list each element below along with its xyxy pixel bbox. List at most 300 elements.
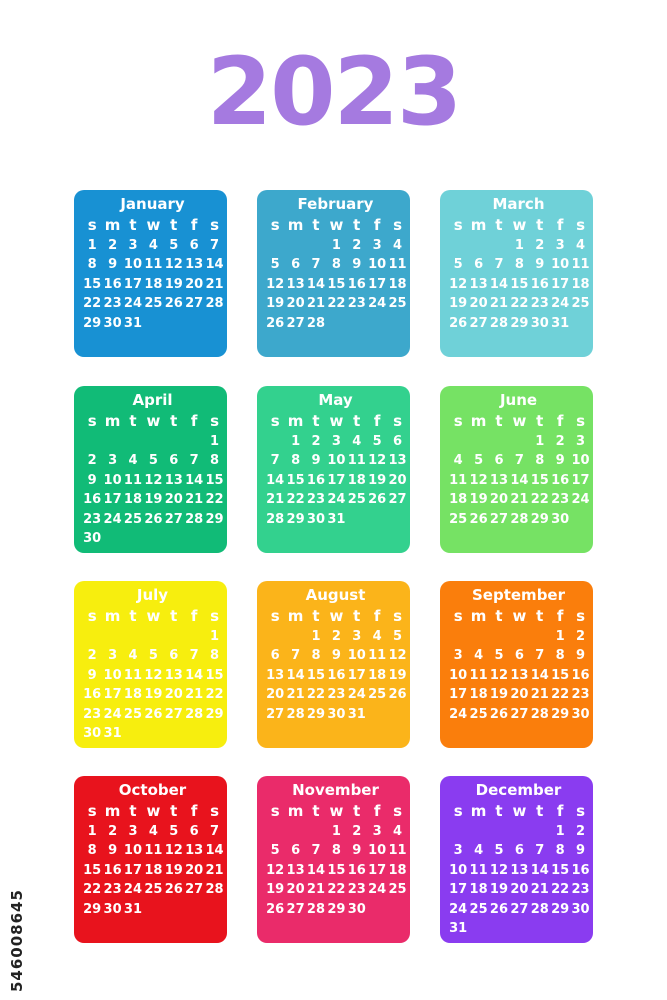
day-number: 31 [551, 315, 570, 331]
empty-day-cell [164, 432, 184, 452]
day-number: 30 [551, 511, 570, 527]
day-number: 25 [123, 511, 143, 527]
weekday-label: m [470, 607, 487, 625]
day-number: 25 [144, 296, 163, 311]
day-number: 11 [571, 257, 590, 272]
day-number: 16 [347, 276, 366, 292]
month-day-grid [448, 802, 589, 939]
weekday-label: f [373, 412, 381, 430]
day-number: 30 [347, 901, 366, 917]
weekday-label: f [190, 607, 198, 625]
weekday-label: f [556, 802, 564, 820]
day-number: 1 [311, 628, 321, 644]
day-number: 29 [510, 315, 529, 331]
day-number: 4 [128, 648, 138, 663]
empty-day-cell [184, 432, 204, 452]
day-number: 29 [83, 901, 102, 917]
day-number: 12 [144, 667, 163, 683]
day-number: 8 [311, 648, 321, 663]
day-number: 20 [510, 687, 529, 702]
day-number: 25 [368, 687, 387, 702]
day-number: 17 [571, 472, 590, 488]
day-number: 1 [514, 237, 524, 253]
day-number: 5 [393, 628, 403, 644]
day-number: 6 [514, 843, 524, 858]
day-number: 28 [185, 511, 204, 527]
day-number: 17 [368, 276, 387, 292]
day-number: 29 [205, 706, 224, 722]
weekday-label: w [329, 216, 344, 234]
day-number: 14 [185, 472, 204, 488]
day-number: 3 [331, 433, 341, 449]
month-name: September [472, 586, 565, 604]
day-number: 29 [530, 511, 549, 527]
day-number: 2 [535, 237, 545, 253]
day-number: 9 [108, 843, 118, 858]
day-number: 12 [449, 276, 468, 292]
month-card-june [440, 386, 593, 553]
day-number: 6 [514, 648, 524, 663]
day-number: 30 [327, 706, 346, 722]
weekday-label: w [146, 607, 161, 625]
day-number: 9 [352, 843, 362, 858]
day-number: 27 [286, 315, 305, 331]
weekday-label: s [453, 802, 463, 820]
day-number: 15 [286, 472, 305, 488]
weekday-label: w [512, 216, 527, 234]
day-number: 1 [331, 823, 341, 839]
weekday-label: w [146, 412, 161, 430]
day-number: 18 [571, 276, 590, 292]
day-number: 8 [555, 648, 565, 663]
weekday-label: t [495, 216, 503, 234]
day-number: 26 [266, 315, 285, 331]
day-number: 9 [535, 257, 545, 272]
day-number: 25 [388, 296, 407, 311]
day-number: 17 [123, 862, 143, 878]
day-number: 15 [327, 276, 346, 292]
day-number: 4 [128, 453, 138, 468]
day-number: 17 [551, 276, 570, 292]
day-number: 28 [205, 882, 224, 897]
day-number: 15 [83, 276, 102, 292]
day-number: 21 [530, 687, 549, 702]
weekday-label: s [270, 216, 280, 234]
day-number: 5 [372, 433, 382, 449]
day-number: 7 [189, 453, 199, 468]
day-number: 6 [494, 453, 504, 468]
weekday-label: s [453, 216, 463, 234]
day-number: 5 [494, 843, 504, 858]
day-number: 23 [103, 882, 122, 897]
day-number: 18 [449, 492, 468, 507]
day-number: 27 [286, 901, 305, 917]
day-number: 15 [205, 472, 224, 488]
day-number: 8 [87, 843, 97, 858]
month-card-may [257, 386, 410, 553]
month-name: June [499, 391, 538, 409]
weekday-label: t [129, 216, 137, 234]
day-number: 26 [489, 901, 509, 917]
weekday-label: t [129, 607, 137, 625]
day-number: 4 [453, 453, 463, 468]
day-number: 5 [169, 823, 179, 839]
weekday-label: t [312, 607, 320, 625]
day-number: 10 [449, 667, 468, 683]
day-number: 21 [306, 296, 326, 311]
day-number: 15 [551, 862, 570, 878]
day-number: 22 [530, 492, 549, 507]
day-number: 26 [489, 706, 509, 722]
empty-day-cell [123, 432, 143, 452]
day-number: 3 [372, 823, 382, 839]
day-number: 18 [469, 687, 488, 702]
day-number: 22 [205, 687, 224, 702]
day-number: 14 [489, 276, 509, 292]
day-number: 15 [83, 862, 102, 878]
empty-day-cell [468, 236, 488, 256]
month-name: January [120, 195, 185, 213]
day-number: 21 [286, 687, 305, 702]
weekday-label: t [353, 802, 361, 820]
weekday-label: s [393, 607, 402, 625]
weekday-label: s [270, 412, 280, 430]
month-day-grid [82, 802, 223, 919]
day-number: 24 [103, 511, 122, 527]
day-number: 16 [347, 862, 366, 878]
day-number: 17 [327, 472, 346, 488]
day-number: 15 [306, 667, 326, 683]
day-number: 12 [164, 843, 183, 858]
day-number: 24 [327, 492, 346, 507]
day-number: 26 [368, 492, 387, 507]
day-number: 23 [551, 492, 570, 507]
day-number: 18 [347, 472, 366, 488]
month-name: November [292, 781, 379, 799]
weekday-label: s [270, 802, 280, 820]
day-number: 19 [266, 882, 285, 897]
month-card-october [74, 776, 227, 943]
day-number: 10 [347, 648, 366, 663]
day-number: 9 [331, 648, 341, 663]
day-number: 2 [87, 648, 97, 663]
weekday-label: w [512, 412, 527, 430]
day-number: 20 [469, 296, 488, 311]
day-number: 29 [83, 315, 102, 331]
stock-id-watermark: 546008645 [8, 889, 26, 992]
day-number: 29 [551, 901, 570, 917]
weekday-label: f [373, 216, 381, 234]
day-number: 2 [555, 433, 565, 449]
day-number: 10 [123, 843, 143, 858]
day-number: 2 [87, 453, 97, 468]
weekday-label: w [329, 802, 344, 820]
day-number: 4 [372, 628, 382, 644]
weekday-label: s [576, 216, 585, 234]
day-number: 23 [571, 687, 590, 702]
month-card-march [440, 190, 593, 357]
month-card-february [257, 190, 410, 357]
day-number: 10 [327, 453, 346, 468]
day-number: 8 [331, 257, 341, 272]
day-number: 29 [286, 511, 305, 527]
day-number: 6 [291, 843, 301, 858]
day-number: 7 [210, 237, 220, 253]
day-number: 4 [148, 237, 158, 253]
day-number: 11 [347, 453, 366, 468]
empty-day-cell [448, 236, 468, 256]
day-number: 17 [449, 882, 468, 897]
day-number: 1 [210, 628, 220, 644]
month-day-grid [448, 607, 589, 724]
day-number: 2 [108, 823, 118, 839]
month-card-january [74, 190, 227, 357]
day-number: 15 [327, 862, 346, 878]
day-number: 9 [555, 453, 565, 468]
day-number: 11 [469, 862, 488, 878]
day-number: 13 [388, 453, 407, 468]
empty-day-cell [530, 822, 550, 842]
day-number: 26 [449, 315, 468, 331]
day-number: 5 [494, 648, 504, 663]
day-number: 20 [164, 687, 183, 702]
day-number: 14 [185, 667, 204, 683]
day-number: 3 [128, 237, 138, 253]
day-number: 13 [266, 667, 285, 683]
day-number: 28 [266, 511, 285, 527]
day-number: 7 [311, 257, 321, 272]
day-number: 12 [164, 257, 183, 272]
day-number: 24 [123, 296, 143, 311]
day-number: 11 [123, 472, 143, 488]
day-number: 22 [551, 687, 570, 702]
day-number: 31 [347, 706, 366, 722]
weekday-label: m [287, 216, 304, 234]
weekday-label: f [556, 216, 564, 234]
day-number: 1 [87, 823, 97, 839]
day-number: 10 [368, 843, 387, 858]
day-number: 27 [185, 296, 204, 311]
day-number: 16 [103, 276, 122, 292]
day-number: 3 [108, 648, 118, 663]
day-number: 23 [83, 511, 102, 527]
day-number: 20 [286, 296, 305, 311]
empty-day-cell [306, 236, 326, 256]
day-number: 26 [164, 882, 183, 897]
day-number: 2 [352, 823, 362, 839]
day-number: 13 [185, 843, 204, 858]
day-number: 28 [489, 315, 509, 331]
day-number: 3 [372, 237, 382, 253]
weekday-label: m [470, 802, 487, 820]
day-number: 30 [103, 315, 122, 331]
month-name: October [118, 781, 187, 799]
day-number: 23 [83, 706, 102, 722]
month-day-grid [265, 607, 406, 724]
day-number: 11 [388, 843, 407, 858]
empty-day-cell [489, 822, 509, 842]
empty-day-cell [448, 822, 468, 842]
month-name: July [136, 586, 169, 604]
day-number: 12 [144, 472, 163, 488]
day-number: 10 [368, 257, 387, 272]
empty-day-cell [468, 822, 488, 842]
day-number: 27 [164, 706, 183, 722]
month-card-december [440, 776, 593, 943]
day-number: 23 [530, 296, 549, 311]
weekday-label: m [287, 802, 304, 820]
day-number: 12 [266, 862, 285, 878]
day-number: 16 [327, 667, 346, 683]
day-number: 22 [327, 882, 346, 897]
day-number: 19 [164, 862, 183, 878]
day-number: 1 [555, 823, 565, 839]
day-number: 9 [576, 843, 586, 858]
day-number: 14 [205, 843, 224, 858]
day-number: 21 [185, 492, 204, 507]
weekday-label: m [104, 607, 121, 625]
weekday-label: t [536, 216, 544, 234]
day-number: 23 [347, 882, 366, 897]
empty-day-cell [448, 432, 468, 452]
weekday-label: t [353, 607, 361, 625]
day-number: 8 [291, 453, 301, 468]
day-number: 6 [291, 257, 301, 272]
month-day-grid [448, 412, 589, 529]
month-name: August [305, 586, 366, 604]
day-number: 14 [306, 862, 326, 878]
day-number: 19 [368, 472, 387, 488]
day-number: 2 [108, 237, 118, 253]
day-number: 9 [87, 472, 97, 488]
day-number: 20 [510, 882, 529, 897]
empty-day-cell [489, 432, 509, 452]
weekday-label: t [536, 802, 544, 820]
weekday-label: t [536, 412, 544, 430]
day-number: 26 [388, 687, 407, 702]
day-number: 19 [266, 296, 285, 311]
day-number: 5 [453, 257, 463, 272]
weekday-label: s [393, 802, 402, 820]
empty-day-cell [265, 822, 285, 842]
day-number: 22 [83, 882, 102, 897]
empty-day-cell [102, 432, 122, 452]
empty-day-cell [143, 627, 163, 647]
day-number: 20 [185, 862, 204, 878]
day-number: 4 [393, 237, 403, 253]
day-number: 17 [449, 687, 468, 702]
weekday-label: s [393, 412, 402, 430]
weekday-label: f [190, 802, 198, 820]
day-number: 8 [555, 843, 565, 858]
day-number: 27 [510, 706, 529, 722]
day-number: 20 [185, 276, 204, 292]
month-name: February [297, 195, 374, 213]
day-number: 2 [331, 628, 341, 644]
day-number: 24 [368, 882, 387, 897]
day-number: 5 [148, 453, 158, 468]
day-number: 26 [266, 901, 285, 917]
weekday-label: w [329, 607, 344, 625]
day-number: 3 [555, 237, 565, 253]
day-number: 5 [169, 237, 179, 253]
empty-day-cell [489, 627, 509, 647]
weekday-label: m [104, 412, 121, 430]
day-number: 3 [453, 843, 463, 858]
day-number: 30 [571, 706, 590, 722]
day-number: 5 [270, 257, 280, 272]
day-number: 7 [210, 823, 220, 839]
day-number: 28 [205, 296, 224, 311]
month-name: April [132, 391, 173, 409]
day-number: 13 [164, 472, 183, 488]
day-number: 22 [327, 296, 346, 311]
day-number: 23 [103, 296, 122, 311]
weekday-label: m [104, 802, 121, 820]
day-number: 7 [494, 257, 504, 272]
day-number: 18 [144, 862, 163, 878]
day-number: 18 [388, 862, 407, 878]
day-number: 16 [306, 472, 326, 488]
empty-day-cell [285, 627, 305, 647]
empty-day-cell [82, 432, 102, 452]
day-number: 27 [388, 492, 407, 507]
weekday-label: s [453, 412, 463, 430]
weekday-label: t [129, 412, 137, 430]
day-number: 14 [266, 472, 285, 488]
day-number: 10 [449, 862, 468, 878]
weekday-label: t [312, 216, 320, 234]
empty-day-cell [102, 627, 122, 647]
day-number: 4 [576, 237, 586, 253]
day-number: 14 [510, 472, 529, 488]
day-number: 21 [530, 882, 549, 897]
empty-day-cell [285, 822, 305, 842]
day-number: 5 [148, 648, 158, 663]
day-number: 14 [286, 667, 305, 683]
weekday-label: t [312, 412, 320, 430]
weekday-label: s [576, 802, 585, 820]
day-number: 18 [144, 276, 163, 292]
weekday-label: s [393, 216, 402, 234]
day-number: 17 [103, 687, 122, 702]
day-number: 16 [103, 862, 122, 878]
empty-day-cell [509, 432, 529, 452]
weekday-label: s [87, 802, 97, 820]
day-number: 25 [144, 882, 163, 897]
day-number: 26 [164, 296, 183, 311]
day-number: 12 [368, 453, 387, 468]
month-card-april [74, 386, 227, 553]
day-number: 6 [189, 823, 199, 839]
day-number: 11 [449, 472, 468, 488]
weekday-label: f [373, 802, 381, 820]
day-number: 4 [352, 433, 362, 449]
day-number: 23 [347, 296, 366, 311]
day-number: 30 [83, 531, 102, 546]
day-number: 2 [352, 237, 362, 253]
empty-day-cell [530, 627, 550, 647]
day-number: 26 [144, 706, 163, 722]
day-number: 6 [169, 453, 179, 468]
empty-day-cell [184, 627, 204, 647]
weekday-label: t [170, 216, 178, 234]
weekday-label: w [329, 412, 344, 430]
day-number: 11 [144, 257, 163, 272]
day-number: 6 [189, 237, 199, 253]
day-number: 24 [449, 706, 468, 722]
weekday-label: s [576, 412, 585, 430]
